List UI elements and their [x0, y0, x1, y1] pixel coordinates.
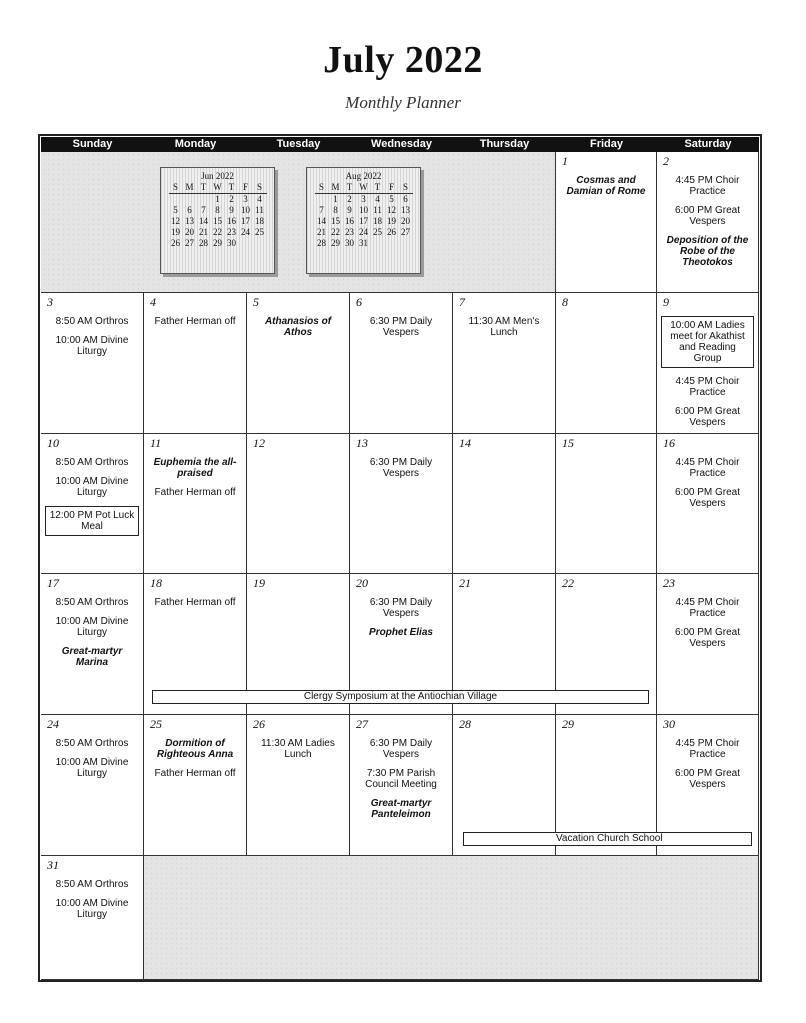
- mini-calendar-day: 25: [373, 227, 382, 237]
- day-events: [45, 316, 139, 365]
- day-number: 22: [562, 576, 574, 590]
- day-events: [354, 316, 448, 346]
- mini-calendar-day: 29: [213, 238, 222, 248]
- mini-calendar-day: 9: [229, 205, 234, 215]
- mini-calendar-weekday: M: [329, 182, 343, 194]
- mini-calendar-day: 27: [185, 238, 194, 248]
- mini-calendar-day: 8: [215, 205, 220, 215]
- day-cell-11[interactable]: [144, 434, 247, 574]
- calendar-event[interactable]: 4:45 PM Choir Practice: [675, 457, 740, 479]
- page-title: July 2022: [323, 39, 483, 81]
- day-number: 11: [150, 436, 162, 450]
- calendar-event[interactable]: 7:30 PM Parish Council Meeting: [365, 768, 437, 790]
- day-number: 21: [459, 576, 471, 590]
- calendar-event[interactable]: 10:00 AM Ladies meet for Akathist and Reading Group: [661, 316, 754, 368]
- mini-calendar-day: 17: [241, 216, 250, 226]
- day-cell-23[interactable]: [657, 574, 759, 715]
- day-events: [148, 738, 242, 787]
- mini-calendar-day: 28: [199, 238, 208, 248]
- mini-calendar-day: 14: [199, 216, 208, 226]
- calendar-event[interactable]: Father Herman off: [154, 597, 236, 608]
- mini-calendar-weekday: S: [315, 182, 329, 194]
- mini-calendar-day: [371, 238, 385, 249]
- mini-calendar-day: 24: [359, 227, 368, 237]
- day-number: 23: [663, 576, 675, 590]
- day-cell-8[interactable]: [556, 293, 657, 434]
- day-events: [251, 316, 345, 346]
- mini-calendar-day: 11: [255, 205, 264, 215]
- mini-calendar-day: 15: [331, 216, 340, 226]
- day-events: [661, 316, 754, 436]
- mini-calendar-table: [315, 182, 413, 249]
- calendar-event[interactable]: Euphemia the all-praised: [153, 457, 237, 479]
- mini-calendar-day: 13: [401, 205, 410, 215]
- mini-calendar-day: 19: [171, 227, 180, 237]
- mini-calendar-day: 28: [317, 238, 326, 248]
- mini-calendar-day: 22: [331, 227, 340, 237]
- mini-calendar-weekday: W: [211, 182, 225, 194]
- mini-calendar-day: 19: [387, 216, 396, 226]
- day-number: 8: [562, 295, 568, 309]
- mini-calendar-weekday: S: [399, 182, 413, 194]
- empty-days-suffix: [144, 856, 759, 980]
- day-number: 25: [150, 717, 162, 731]
- mini-calendar-day: 17: [359, 216, 368, 226]
- mini-calendar-day: 24: [241, 227, 250, 237]
- mini-calendar-day: 23: [345, 227, 354, 237]
- mini-calendar-day: 11: [373, 205, 382, 215]
- banner-label: Clergy Symposium at the Antiochian Village: [303, 691, 498, 702]
- day-events: [354, 597, 448, 646]
- day-events: [251, 738, 345, 768]
- mini-calendar-day: [315, 194, 329, 206]
- calendar-event[interactable]: 8:50 AM Orthros: [55, 457, 129, 468]
- mini-calendar-day: [239, 238, 253, 249]
- day-cell-15[interactable]: [556, 434, 657, 574]
- empty-days-prefix: [41, 152, 556, 293]
- mini-calendar-day: 2: [347, 194, 352, 204]
- day-events: [661, 175, 754, 276]
- mini-calendar-day: [385, 238, 399, 249]
- mini-calendar-day: 6: [187, 205, 192, 215]
- mini-calendar-table: [169, 182, 267, 249]
- calendar-event[interactable]: Father Herman off: [154, 316, 236, 327]
- calendar-event[interactable]: Athanasios of Athos: [264, 316, 332, 338]
- day-cell-1[interactable]: [556, 152, 657, 293]
- day-cell-4[interactable]: [144, 293, 247, 434]
- mini-calendar-day: 1: [215, 194, 220, 204]
- calendar-event[interactable]: Cosmas and Damian of Rome: [566, 175, 646, 197]
- mini-calendar-day: 13: [185, 216, 194, 226]
- day-number: 12: [253, 436, 265, 450]
- day-number: 19: [253, 576, 265, 590]
- mini-calendar-weekday: T: [225, 182, 239, 194]
- mini-calendar-day: 8: [333, 205, 338, 215]
- mini-calendar-day: 30: [227, 238, 236, 248]
- mini-calendar-day: 10: [241, 205, 250, 215]
- calendar-event[interactable]: 6:30 PM Daily Vespers: [369, 457, 433, 479]
- mini-calendar-day: 26: [387, 227, 396, 237]
- mini-calendar-weekday: F: [385, 182, 399, 194]
- mini-calendar-day: 29: [331, 238, 340, 248]
- day-number: 16: [663, 436, 675, 450]
- mini-calendar-title: Jun 2022: [201, 171, 234, 181]
- day-cell-5[interactable]: [247, 293, 350, 434]
- mini-calendar-day: 3: [243, 194, 248, 204]
- day-cell-17[interactable]: [41, 574, 144, 715]
- day-number: 27: [356, 717, 368, 731]
- day-number: 3: [47, 295, 53, 309]
- calendar-event[interactable]: 10:00 AM Divine Liturgy: [55, 476, 129, 498]
- mini-calendar-title: Aug 2022: [345, 171, 382, 181]
- calendar-event[interactable]: 11:30 AM Men's Lunch: [468, 316, 540, 338]
- calendar-event[interactable]: Father Herman off: [154, 487, 236, 498]
- mini-calendar-day: 18: [373, 216, 382, 226]
- mini-calendar-day: 10: [359, 205, 368, 215]
- day-events: [148, 597, 242, 616]
- calendar-event[interactable]: Prophet Elias: [369, 627, 433, 638]
- mini-calendar-day: 7: [201, 205, 206, 215]
- day-cell-25[interactable]: [144, 715, 247, 856]
- day-cell-27[interactable]: [350, 715, 453, 856]
- mini-calendar-day: 7: [319, 205, 324, 215]
- calendar-event[interactable]: 6:00 PM Great Vespers: [674, 768, 741, 790]
- calendar-event[interactable]: 8:50 AM Orthros: [55, 316, 129, 327]
- day-cell-7[interactable]: [453, 293, 556, 434]
- mini-calendar-day: 26: [171, 238, 180, 248]
- day-events: [560, 175, 652, 205]
- calendar-event[interactable]: 6:30 PM Daily Vespers: [369, 316, 433, 338]
- mini-calendar-weekday: F: [239, 182, 253, 194]
- day-cell-24[interactable]: [41, 715, 144, 856]
- day-events: [148, 316, 242, 335]
- day-header-monday: Monday: [144, 137, 247, 152]
- mini-calendar-day: 5: [389, 194, 394, 204]
- mini-calendar-day: [197, 194, 211, 206]
- day-events: [661, 738, 754, 798]
- day-number: 18: [150, 576, 162, 590]
- mini-calendar-weekday: M: [183, 182, 197, 194]
- mini-calendar-day: 20: [185, 227, 194, 237]
- mini-calendar-weekday: S: [169, 182, 183, 194]
- day-number: 13: [356, 436, 368, 450]
- day-events: [148, 457, 242, 506]
- day-number: 15: [562, 436, 574, 450]
- calendar-event[interactable]: Father Herman off: [154, 768, 236, 779]
- mini-calendar-weekday: W: [357, 182, 371, 194]
- day-events: [661, 597, 754, 657]
- mini-calendar-day: 14: [317, 216, 326, 226]
- day-cell-14[interactable]: [453, 434, 556, 574]
- day-header-saturday: Saturday: [657, 137, 759, 152]
- mini-calendar-day: 21: [199, 227, 208, 237]
- calendar-event[interactable]: 6:00 PM Great Vespers: [674, 627, 741, 649]
- mini-calendar-day: 30: [345, 238, 354, 248]
- calendar-event[interactable]: Dormition of Righteous Anna: [156, 738, 234, 760]
- day-number: 20: [356, 576, 368, 590]
- mini-calendar-day: 4: [375, 194, 380, 204]
- day-number: 29: [562, 717, 574, 731]
- calendar-event[interactable]: Great-martyr Marina: [61, 646, 123, 668]
- mini-calendar-day: 9: [347, 205, 352, 215]
- calendar-event[interactable]: 10:00 AM Divine Liturgy: [55, 757, 129, 779]
- event-banner-clergy-symposium[interactable]: [152, 690, 649, 704]
- day-events: [354, 738, 448, 828]
- day-header-tuesday: Tuesday: [247, 137, 350, 152]
- mini-calendar-day: 31: [359, 238, 368, 248]
- day-header-thursday: Thursday: [453, 137, 556, 152]
- day-number: 9: [663, 295, 669, 309]
- mini-calendar-day: 3: [361, 194, 366, 204]
- mini-calendar-day: [169, 194, 183, 206]
- day-number: 31: [47, 858, 59, 872]
- calendar-event[interactable]: 11:30 AM Ladies Lunch: [261, 738, 335, 760]
- calendar-event[interactable]: Great-martyr Panteleimon: [370, 798, 432, 820]
- banner-label: Vacation Church School: [556, 833, 663, 844]
- mini-calendar-weekday: S: [253, 182, 267, 194]
- calendar-event[interactable]: 4:45 PM Choir Practice: [675, 376, 740, 398]
- mini-calendar-day: [183, 194, 197, 206]
- mini-calendar-day: 22: [213, 227, 222, 237]
- calendar-event[interactable]: 10:00 AM Divine Liturgy: [55, 335, 129, 357]
- day-events: [661, 457, 754, 517]
- day-header-wednesday: Wednesday: [350, 137, 453, 152]
- mini-calendar-day: 2: [229, 194, 234, 204]
- day-header-sunday: Sunday: [41, 137, 144, 152]
- day-cell-13[interactable]: [350, 434, 453, 574]
- mini-calendar-day: 23: [227, 227, 236, 237]
- day-number: 17: [47, 576, 59, 590]
- day-number: 7: [459, 295, 465, 309]
- mini-calendar-day: 5: [173, 205, 178, 215]
- calendar-event[interactable]: Deposition of the Robe of the Theotokos: [666, 235, 749, 268]
- mini-calendar-day: 12: [171, 216, 180, 226]
- calendar-event[interactable]: 4:45 PM Choir Practice: [675, 175, 740, 197]
- day-number: 4: [150, 295, 156, 309]
- day-events: [45, 738, 139, 787]
- day-cell-16[interactable]: [657, 434, 759, 574]
- calendar-event[interactable]: 4:45 PM Choir Practice: [675, 738, 740, 760]
- day-cell-2[interactable]: [657, 152, 759, 293]
- calendar-event[interactable]: 10:00 AM Divine Liturgy: [55, 898, 129, 920]
- day-header-friday: Friday: [556, 137, 657, 152]
- calendar-event[interactable]: 6:00 PM Great Vespers: [674, 205, 741, 227]
- mini-calendar-weekday: T: [371, 182, 385, 194]
- day-events: [45, 879, 139, 928]
- day-events: [45, 597, 139, 676]
- mini-calendar-day: 21: [317, 227, 326, 237]
- day-number: 24: [47, 717, 59, 731]
- calendar-event[interactable]: 12:00 PM Pot Luck Meal: [45, 506, 139, 536]
- day-cell-10[interactable]: [41, 434, 144, 574]
- calendar-event[interactable]: 6:30 PM Daily Vespers: [369, 597, 433, 619]
- day-cell-3[interactable]: [41, 293, 144, 434]
- day-cell-31[interactable]: [41, 856, 144, 980]
- day-number: 10: [47, 436, 59, 450]
- mini-calendar-day: 6: [403, 194, 408, 204]
- mini-calendar-day: 12: [387, 205, 396, 215]
- mini-calendar-day: 4: [257, 194, 262, 204]
- calendar-event[interactable]: 4:45 PM Choir Practice: [675, 597, 740, 619]
- calendar-event[interactable]: 8:50 AM Orthros: [55, 597, 129, 608]
- day-events: [354, 457, 448, 487]
- mini-calendar-june: [160, 167, 275, 274]
- day-cell-6[interactable]: [350, 293, 453, 434]
- calendar-event[interactable]: 6:00 PM Great Vespers: [674, 487, 741, 509]
- event-banner-vacation-church-school[interactable]: [463, 832, 752, 846]
- calendar-event[interactable]: 8:50 AM Orthros: [55, 738, 129, 749]
- calendar-event[interactable]: 6:00 PM Great Vespers: [674, 406, 741, 428]
- day-number: 14: [459, 436, 471, 450]
- mini-calendar-day: [399, 238, 413, 249]
- calendar-event[interactable]: 10:00 AM Divine Liturgy: [55, 616, 129, 638]
- day-number: 2: [663, 154, 669, 168]
- day-number: 6: [356, 295, 362, 309]
- calendar-event[interactable]: 6:30 PM Daily Vespers: [369, 738, 433, 760]
- mini-calendar-weekday: T: [197, 182, 211, 194]
- mini-calendar-day: 25: [255, 227, 264, 237]
- day-events: [45, 457, 139, 544]
- day-number: 28: [459, 717, 471, 731]
- day-events: [457, 316, 551, 346]
- mini-calendar-day: 15: [213, 216, 222, 226]
- day-number: 26: [253, 717, 265, 731]
- mini-calendar-day: [253, 238, 267, 249]
- mini-calendar-day: 18: [255, 216, 264, 226]
- calendar-event[interactable]: 8:50 AM Orthros: [55, 879, 129, 890]
- day-number: 30: [663, 717, 675, 731]
- mini-calendar-day: 20: [401, 216, 410, 226]
- mini-calendar-day: 27: [401, 227, 410, 237]
- mini-calendar-august: [306, 167, 421, 274]
- day-number: 1: [562, 154, 568, 168]
- day-cell-26[interactable]: [247, 715, 350, 856]
- day-cell-12[interactable]: [247, 434, 350, 574]
- day-cell-9[interactable]: [657, 293, 759, 434]
- mini-calendar-day: 1: [333, 194, 338, 204]
- mini-calendar-day: 16: [227, 216, 236, 226]
- mini-calendar-day: 16: [345, 216, 354, 226]
- page-subtitle: Monthly Planner: [345, 93, 461, 112]
- mini-calendar-weekday: T: [343, 182, 357, 194]
- day-number: 5: [253, 295, 259, 309]
